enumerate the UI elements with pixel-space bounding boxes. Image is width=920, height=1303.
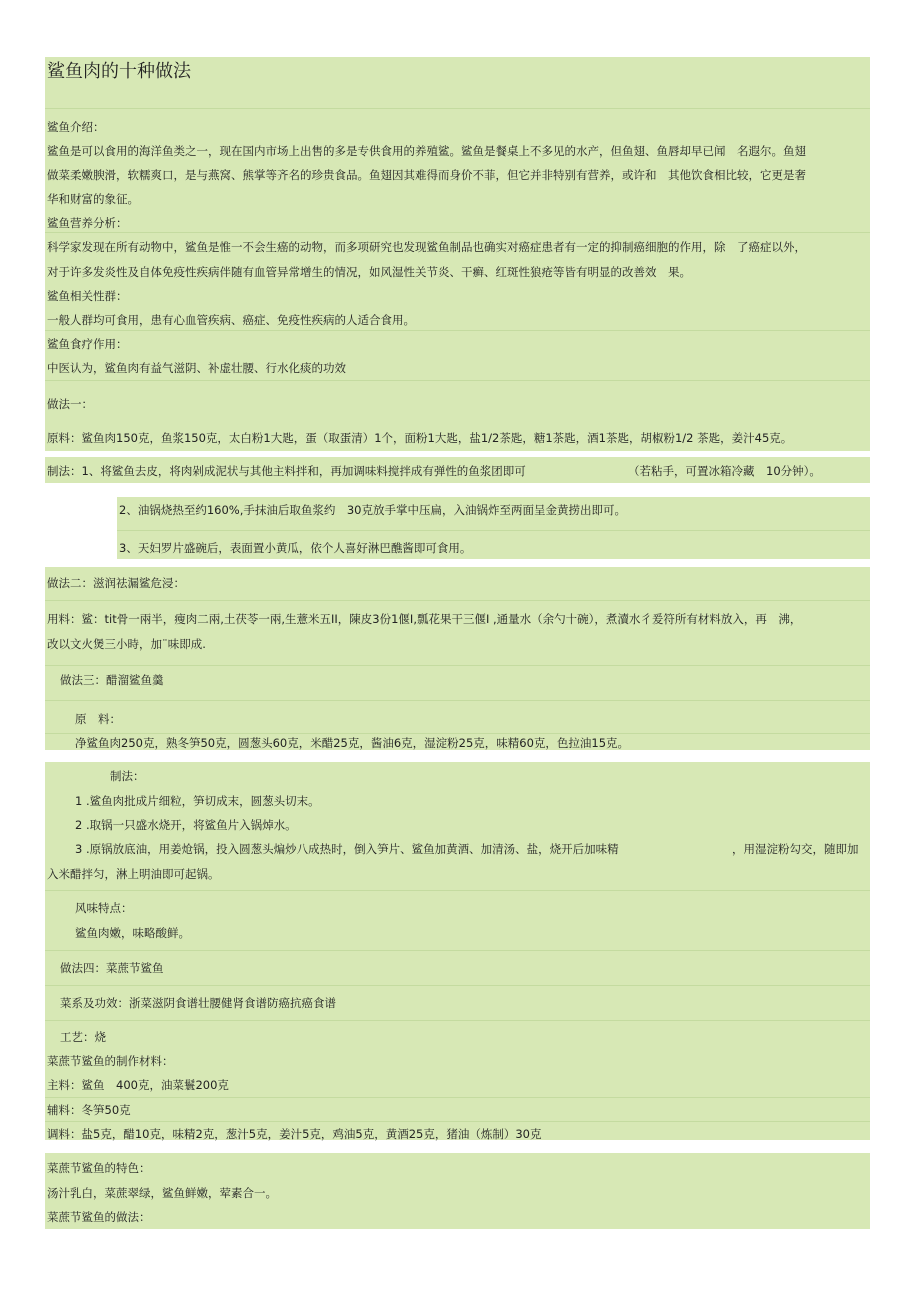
method4-aux: 辅料：冬笋50克 <box>47 1103 131 1117</box>
method1-heading: 做法一： <box>47 397 93 411</box>
people-line: 一般人群均可食用，患有心血管疾病、癌症、免疫性疾病的人适合食用。 <box>47 313 415 327</box>
method4-main: 主料：鲨鱼 400克，油菜鬟200克 <box>47 1078 229 1092</box>
row-rule <box>45 890 870 891</box>
page-title: 鲨鱼肉的十种做法 <box>47 61 191 82</box>
method2-line: 用料：鲨：tit骨一兩半，瘦肉二兩,土茯苓一兩,生薏米五II，陳皮3份1偃I,瓢花果干三偃I ,通量水（余勺十碗），煮瀆水彳爰符所有材料放入，再 沸， <box>47 612 802 626</box>
method3-method-label: 制法： <box>110 769 145 783</box>
people-heading: 鲨鱼相关性群： <box>47 289 128 303</box>
method3-step1: 1 .鲨鱼肉批成片细粒，笋切成末，圆葱头切末。 <box>75 794 320 808</box>
row-rule <box>45 700 870 701</box>
nutrition-heading: 鲨鱼营养分析： <box>47 216 128 230</box>
method1-step1: 制法：1、将鲨鱼去皮，将肉剁成泥状与其他主料拌和，再加调味料搅拌成有弹性的鱼浆团即可 <box>47 464 526 478</box>
method3-ingredients-label: 原 料： <box>75 712 121 726</box>
method3-step3-end: 入米醋拌匀，淋上明油即可起锅。 <box>47 867 220 881</box>
row-rule <box>45 330 870 331</box>
method1-step1-note: （若粘手，可置冰箱冷藏 10分钟）。 <box>628 464 821 478</box>
method1-step3: 3、天妇罗片盛碗后，表面置小黄瓜，依个人喜好淋巴醮酱即可食用。 <box>119 541 472 555</box>
therapy-heading: 鲨鱼食疗作用： <box>47 337 128 351</box>
row-rule <box>45 733 870 734</box>
method4-feature-heading: 菜蔗节鲨鱼的特色： <box>47 1161 151 1175</box>
block-method2-3 <box>45 567 870 750</box>
method3-ingredients: 净鲨鱼肉250克，熟冬笋50克，圆葱头60克，米醋25克，酱油6克，湿淀粉25克，味精60克，色拉油15克。 <box>75 736 630 750</box>
method3-step3: 3 .原锅放底油，用姜炝锅，投入圆葱头煸炒八成热时，倒入笋片、鲨鱼加黄酒、加清汤、盐，烧开后加味精 <box>75 842 619 856</box>
method2-line: 改以文火煲三小時，加¨味即成. <box>47 637 206 651</box>
method4-heading: 做法四：菜蔗节鲨鱼 <box>60 961 164 975</box>
intro-heading: 鲨鱼介绍： <box>47 120 105 134</box>
method4-materials-heading: 菜蔗节鲨鱼的制作材料： <box>47 1054 174 1068</box>
row-rule <box>45 985 870 986</box>
method4-feature: 汤汁乳白，菜蔗翠绿，鲨鱼鲜嫩，荤素合一。 <box>47 1186 277 1200</box>
intro-line: 鲨鱼是可以食用的海洋鱼类之一，现在国内市场上出售的多是专供食用的养殖鲨。鲨鱼是餐桌上不多见的水产，但鱼翅、鱼唇却早已闻 名遐尔。鱼翅 <box>47 144 806 158</box>
row-rule <box>45 108 870 109</box>
row-rule <box>45 665 870 666</box>
row-rule <box>117 530 870 531</box>
method3-step3-cont: ，用湿淀粉勾交，随即加 <box>732 842 859 856</box>
row-rule <box>45 1097 870 1098</box>
intro-line: 华和财富的象征。 <box>47 192 139 206</box>
nutrition-line: 对于许多发炎性及自体免疫性疾病伴随有血管异常增生的情况，如风湿性关节炎、干癣、红斑性狼疮等皆有明显的改善效 果。 <box>47 265 691 279</box>
method3-flavor-label: 风味特点： <box>75 901 133 915</box>
method4-method-heading: 菜蔗节鲨鱼的做法： <box>47 1210 151 1224</box>
method4-craft: 工艺：烧 <box>60 1030 106 1044</box>
row-rule <box>45 1121 870 1122</box>
method4-cuisine: 菜系及功效：浙菜滋阴食谱壮腰健肾食谱防癌抗癌食谱 <box>60 996 336 1010</box>
row-rule <box>45 380 870 381</box>
row-rule <box>45 950 870 951</box>
method3-flavor: 鲨鱼肉嫩，味略酸鲜。 <box>75 926 190 940</box>
intro-line: 做菜柔嫩腴滑，软糯爽口，是与燕窝、熊掌等齐名的珍贵食品。鱼翅因其难得而身价不菲，但它并非特别有营养，或许和 其他饮食相比较，它更是奢 <box>47 168 806 182</box>
method4-seasoning: 调料：盐5克，醋10克，味精2克，葱汁5克，姜汁5克，鸡油5克，黄酒25克，猪油（炼制）30克 <box>47 1127 542 1141</box>
row-rule <box>45 232 870 233</box>
therapy-line: 中医认为，鲨鱼肉有益气滋阴、补虚壮腰、行水化痰的功效 <box>47 361 346 375</box>
nutrition-line: 科学家发现在所有动物中，鲨鱼是惟一不会生癌的动物，而多项研究也发现鲨鱼制品也确实对癌症患者有一定的抑制癌细胞的作用，除 了癌症以外， <box>47 240 806 254</box>
method1-step2: 2、油锅烧热至约160%,手抹油后取鱼浆约 30克放手掌中压扁，入油锅炸至两面呈金黄捞出即可。 <box>119 503 626 517</box>
row-rule <box>45 1020 870 1021</box>
row-rule <box>45 600 870 601</box>
method3-step2: 2 .取锅一只盛水烧开，将鲨鱼片入锅焯水。 <box>75 818 297 832</box>
method2-heading: 做法二：滋润祛漏鲨危浸： <box>47 576 185 590</box>
method3-heading: 做法三：醋溜鲨鱼羹 <box>60 673 164 687</box>
method1-ingredients: 原料：鲨鱼肉150克，鱼浆150克，太白粉1大匙，蛋（取蛋清）1个，面粉1大匙，盐1/2茶匙，糖1茶匙，酒1茶匙，胡椒粉1/2 茶匙，姜汁45克。 <box>47 431 793 445</box>
